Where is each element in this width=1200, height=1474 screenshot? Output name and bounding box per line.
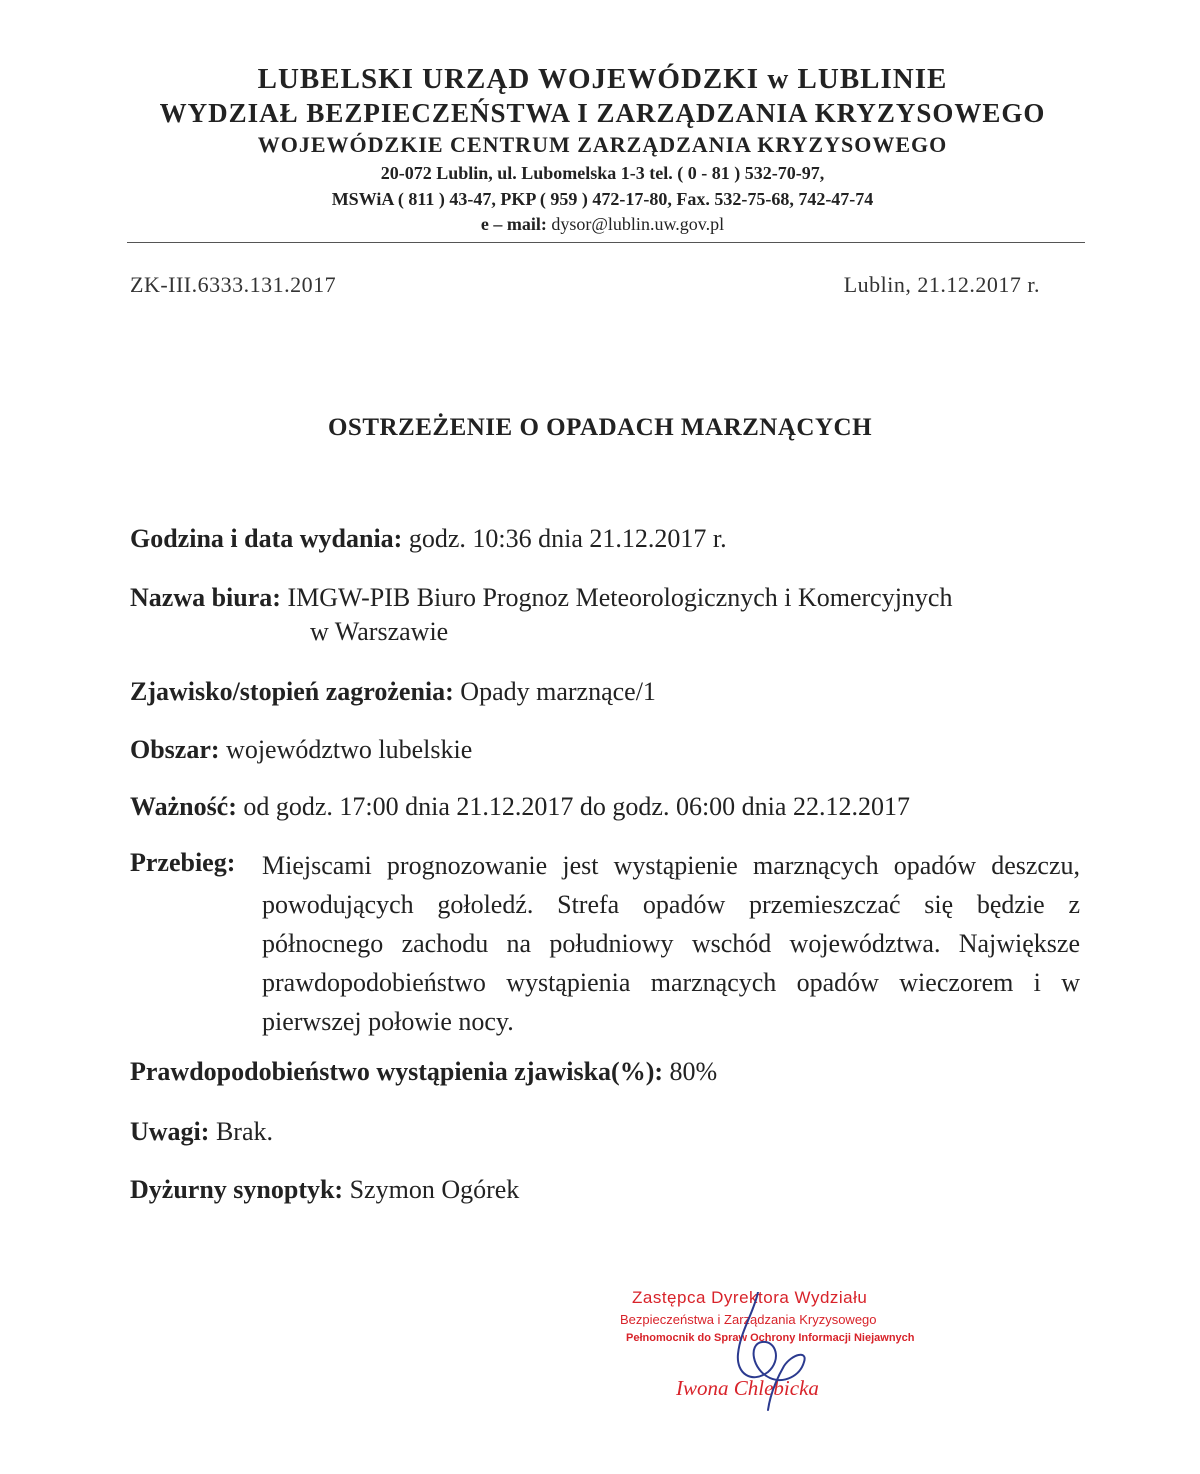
email-address: dysor@lublin.uw.gov.pl: [551, 214, 725, 234]
field-phenomenon: [130, 675, 1080, 709]
stamp-role: Pełnomocnik do Spraw Ochrony Informacji Niejawnych: [626, 1332, 915, 1344]
field-area-value: województwo lubelskie: [226, 735, 473, 764]
field-office: [130, 581, 1080, 649]
letterhead-phones: MSWiA ( 811 ) 43-47, PKP ( 959 ) 472-17-80, Fax. 532-75-68, 742-47-74: [331, 189, 874, 209]
field-remarks: [130, 1115, 1080, 1149]
letterhead-divider: [127, 242, 1085, 243]
field-course-label: Przebieg:: [130, 848, 236, 877]
reference-number: ZK-III.6333.131.2017: [130, 272, 337, 297]
reference-line: [130, 272, 1040, 298]
field-probability-label: Prawdopodobieństwo wystąpienia zjawiska(%):: [130, 1057, 664, 1086]
field-remarks-value: Brak.: [215, 1117, 273, 1146]
stamp-title: Zastępca Dyrektora Wydziału: [632, 1288, 868, 1307]
document-title: OSTRZEŻENIE O OPADACH MARZNĄCYCH: [327, 414, 873, 441]
field-synoptic-label: Dyżurny synoptyk:: [130, 1175, 344, 1204]
field-area-label: Obszar:: [130, 735, 220, 764]
letterhead-department: WYDZIAŁ BEZPIECZEŃSTWA I ZARZĄDZANIA KRYZYSOWEGO: [159, 98, 1046, 128]
field-office-value-line1: IMGW-PIB Biuro Prognoz Meteorologicznych i Komercyjnych: [287, 583, 953, 612]
field-course-value: Miejscami prognozowanie jest wystąpienie marznących opadów deszczu, powodujących gołoledź. Strefa opadów przemieszczać się będzie z północnego zachodu na południowy wschód województwa. Największe prawdopodobieństwo wystąpienia marznących opadów wieczorem i w pierwszej połowie nocy.: [262, 851, 1080, 1036]
field-validity-value: od godz. 17:00 dnia 21.12.2017 do godz. 06:00 dnia 22.12.2017: [243, 792, 910, 821]
stamp-department: Bezpieczeństwa i Zarządzania Kryzysowego: [620, 1312, 877, 1327]
field-office-value-line2: w Warszawie: [310, 617, 449, 646]
field-synoptic: [130, 1173, 1080, 1207]
field-issue-label: Godzina i data wydania:: [130, 524, 403, 553]
field-remarks-label: Uwagi:: [130, 1117, 210, 1146]
field-validity: [130, 790, 1080, 824]
field-phenomenon-value: Opady marznące/1: [460, 677, 656, 706]
letterhead-office: LUBELSKI URZĄD WOJEWÓDZKI w LUBLINIE: [257, 63, 948, 95]
letterhead: [120, 62, 1085, 236]
field-office-label: Nazwa biura:: [130, 583, 281, 612]
field-issue: [130, 522, 1080, 556]
letterhead-email-line: [120, 212, 1085, 236]
letterhead-center: WOJEWÓDZKIE CENTRUM ZARZĄDZANIA KRYZYSOWEGO: [257, 132, 948, 157]
handwritten-signature: [718, 1292, 828, 1412]
field-phenomenon-label: Zjawisko/stopień zagrożenia:: [130, 677, 454, 706]
place-date: Lublin, 21.12.2017 r.: [843, 272, 1040, 297]
field-probability-value: 80%: [669, 1057, 718, 1086]
field-course: [130, 846, 1080, 1041]
field-probability: [130, 1055, 1080, 1089]
email-label: e – mail:: [480, 214, 547, 234]
field-area: [130, 733, 1080, 767]
field-validity-label: Ważność:: [130, 792, 237, 821]
field-issue-value: godz. 10:36 dnia 21.12.2017 r.: [408, 524, 727, 553]
stamp-name: Iwona Chlebicka: [676, 1376, 819, 1400]
letterhead-address: 20-072 Lublin, ul. Lubomelska 1-3 tel. ( 0 - 81 ) 532-70-97,: [380, 163, 825, 183]
field-synoptic-value: Szymon Ogórek: [349, 1175, 520, 1204]
